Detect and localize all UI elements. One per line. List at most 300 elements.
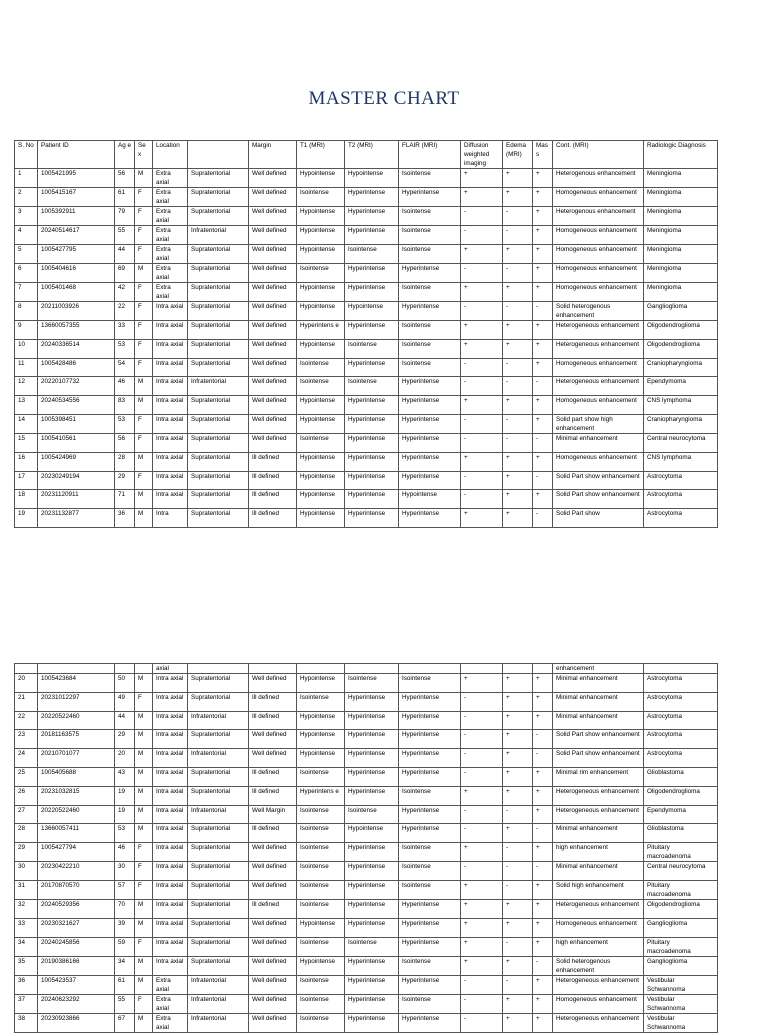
cell-location-axial: Extra axial [153,1013,188,1032]
cell-edema: + [503,188,533,207]
cell-sex: F [135,358,153,377]
cell-location-axial: Intra [153,509,188,528]
cell-sex: F [135,188,153,207]
cell-margin: Ill defined [249,692,297,711]
cell-flair: Isointense [399,880,461,899]
cell-age: 53 [115,339,135,358]
table-row [15,918,718,937]
cell-sno: 34 [15,937,38,956]
cell-t2: Hyperintense [345,786,399,805]
cell-margin: Well Margin [249,805,297,824]
cell-sex: M [135,899,153,918]
cell-flair: Isointense [399,245,461,264]
table-row [15,414,718,433]
header-patient-id: Patient ID [38,141,115,169]
cell-contrast: Solid heterogenous enhancement [553,302,644,321]
cell-contrast: enhancement [553,664,644,674]
cell-t2: Hyperintense [345,862,399,881]
cell-sex: F [135,692,153,711]
cell-margin: Well defined [249,283,297,302]
cell-edema: - [503,975,533,994]
cell-edema: + [503,283,533,302]
cell-margin: Well defined [249,207,297,226]
cell-location-axial: Intra axial [153,918,188,937]
cell-mass: - [533,433,553,452]
table-row [15,1013,718,1032]
cell-edema: + [503,509,533,528]
cell-margin: Well defined [249,918,297,937]
cell-edema: + [503,471,533,490]
cell-mass: + [533,339,553,358]
cell-diagnosis: Astrocytoma [644,509,718,528]
cell-diagnosis: Astrocytoma [644,692,718,711]
cell-edema: + [503,452,533,471]
cell-t2: Hyperintense [345,509,399,528]
table-row [15,862,718,881]
cell-sex: M [135,490,153,509]
cell-mass: + [533,899,553,918]
cell-location-axial: Intra axial [153,414,188,433]
cell-patient-id: 1005423537 [38,975,115,994]
cell-contrast: Homogeneous enhancement [553,358,644,377]
cell-sno: 9 [15,321,38,340]
cell-contrast: Homogeneous enhancement [553,918,644,937]
cell-edema: - [503,358,533,377]
cell-location-axial: Intra axial [153,358,188,377]
cell-diagnosis [644,664,718,674]
cell-age: 22 [115,302,135,321]
cell-edema: - [503,843,533,862]
cell-flair: Isointense [399,283,461,302]
cell-contrast: Minimal enhancement [553,433,644,452]
cell-age: 42 [115,283,135,302]
cell-t1: Hypointense [297,302,345,321]
cell-location-axial: Intra axial [153,862,188,881]
cell-contrast: Solid Part show enhancement [553,749,644,768]
cell-mass: + [533,321,553,340]
header-t2: T2 (MRI) [345,141,399,169]
cell-t1: Hypointense [297,396,345,415]
cell-location-axial: Intra axial [153,843,188,862]
cell-diagnosis: Ganglioglioma [644,302,718,321]
cell-mass: + [533,207,553,226]
cell-patient-id: 1005428486 [38,358,115,377]
header-flair: FLAIR (MRI) [399,141,461,169]
cell-mass: + [533,674,553,693]
cell-t2: Hyperintense [345,358,399,377]
cell-margin: Well defined [249,226,297,245]
cell-location-axial: Intra axial [153,767,188,786]
cell-sex: M [135,264,153,283]
cell-diagnosis: Oligodendroglioma [644,899,718,918]
cell-contrast: Solid Part show enhancement [553,730,644,749]
cell-t2: Hyperintense [345,749,399,768]
cell-patient-id: 20230923866 [38,1013,115,1032]
master-chart-table-page-1 [14,140,718,528]
cell-patient-id: 1005401468 [38,283,115,302]
cell-edema: + [503,730,533,749]
cell-contrast: Heterogenous enhancement [553,207,644,226]
table-row [15,994,718,1013]
cell-margin: Ill defined [249,899,297,918]
cell-dwi: - [461,767,503,786]
table-row [15,358,718,377]
cell-dwi: + [461,245,503,264]
cell-contrast: Solid part show high enhancement [553,414,644,433]
cell-t2: Hyperintense [345,1013,399,1032]
cell-edema: - [503,862,533,881]
cell-patient-id: 20220107732 [38,377,115,396]
cell-contrast: Solid heterogenous enhancement [553,956,644,975]
cell-diagnosis: Meningioma [644,188,718,207]
cell-mass: + [533,805,553,824]
cell-diagnosis: Meningioma [644,283,718,302]
cell-diagnosis: Meningioma [644,264,718,283]
table-row [15,767,718,786]
cell-flair: Hyperintense [399,1013,461,1032]
table-row [15,674,718,693]
cell-mass: + [533,843,553,862]
cell-age: 49 [115,692,135,711]
cell-sex: M [135,767,153,786]
cell-sno: 38 [15,1013,38,1032]
cell-contrast: Heterogenous enhancement [553,169,644,188]
cell-edema: - [503,302,533,321]
cell-mass: - [533,956,553,975]
cell-patient-id: 20190386166 [38,956,115,975]
cell-margin: Well defined [249,358,297,377]
cell-patient-id: 20240529356 [38,899,115,918]
cell-t1: Isointense [297,358,345,377]
cell-age: 29 [115,730,135,749]
table-row [15,730,718,749]
cell-diagnosis: Astrocytoma [644,674,718,693]
cell-patient-id: 20240245856 [38,937,115,956]
cell-location-tentorial: Supratentorial [188,918,249,937]
cell-patient-id: 20231120911 [38,490,115,509]
cell-sex: F [135,880,153,899]
cell-margin: Well defined [249,730,297,749]
cell-t1: Isointense [297,899,345,918]
cell-margin: Well defined [249,843,297,862]
cell-age: 79 [115,207,135,226]
cell-t2: Hyperintense [345,730,399,749]
cell-t1: Hypointense [297,226,345,245]
cell-mass: - [533,471,553,490]
header-sno: S. No [15,141,38,169]
cell-location-tentorial: Supratentorial [188,843,249,862]
cell-location-axial: Intra axial [153,321,188,340]
cell-sno: 26 [15,786,38,805]
cell-mass: + [533,711,553,730]
cell-sex: F [135,302,153,321]
cell-sno: 14 [15,414,38,433]
cell-flair: Hyperintense [399,188,461,207]
cell-flair: Isointense [399,226,461,245]
cell-flair: Hyperintense [399,302,461,321]
cell-sno: 8 [15,302,38,321]
cell-diagnosis: Glioblastoma [644,767,718,786]
cell-location-tentorial: Infratentorial [188,994,249,1013]
cell-sno: 7 [15,283,38,302]
cell-location-tentorial: Infratentorial [188,1013,249,1032]
cell-sex: M [135,824,153,843]
cell-diagnosis: Ganglioglioma [644,956,718,975]
cell-location-tentorial: Infratentorial [188,749,249,768]
cell-contrast: Homogeneous enhancement [553,452,644,471]
cell-sex: M [135,975,153,994]
cell-dwi: + [461,509,503,528]
cell-age: 59 [115,937,135,956]
cell-margin: Well defined [249,975,297,994]
cell-margin: Ill defined [249,767,297,786]
cell-mass: - [533,749,553,768]
table-row [15,471,718,490]
cell-edema: + [503,321,533,340]
cell-diagnosis: Ganglioglioma [644,918,718,937]
cell-margin: Well defined [249,862,297,881]
table-row [15,509,718,528]
cell-patient-id: 1005421995 [38,169,115,188]
table-row [15,226,718,245]
cell-t1: Isointense [297,188,345,207]
cell-margin: Ill defined [249,824,297,843]
cell-age: 55 [115,994,135,1013]
cell-mass: - [533,509,553,528]
cell-edema: + [503,711,533,730]
cell-margin: Well defined [249,937,297,956]
header-location-tentorial [188,141,249,169]
cell-sex: F [135,207,153,226]
cell-flair: Isointense [399,786,461,805]
cell-contrast: Minimal enhancement [553,862,644,881]
cell-edema: + [503,918,533,937]
cell-edema: + [503,749,533,768]
cell-diagnosis: Pituitary macroadenoma [644,843,718,862]
cell-dwi: - [461,377,503,396]
cell-location-tentorial: Supratentorial [188,730,249,749]
cell-contrast: Homogeneous enhancement [553,245,644,264]
cell-age: 50 [115,674,135,693]
cell-flair: Hyperintense [399,730,461,749]
table-row [15,433,718,452]
cell-location-axial: Intra axial [153,339,188,358]
cell-t2: Hyperintense [345,767,399,786]
cell-t1: Hypointense [297,452,345,471]
cell-location-axial: Intra axial [153,674,188,693]
cell-dwi: - [461,862,503,881]
cell-location-tentorial: Supratentorial [188,862,249,881]
cell-sno: 27 [15,805,38,824]
cell-contrast: Solid Part show [553,509,644,528]
cell-flair: Hyperintense [399,749,461,768]
cell-flair: Hyperintense [399,433,461,452]
cell-t1: Isointense [297,824,345,843]
cell-mass: + [533,880,553,899]
cell-dwi: + [461,843,503,862]
cell-sno: 29 [15,843,38,862]
cell-mass: + [533,414,553,433]
cell-edema: - [503,880,533,899]
cell-diagnosis: Vestibular Schwannoma [644,994,718,1013]
cell-flair: Hyperintense [399,937,461,956]
cell-edema: - [503,414,533,433]
table-row [15,664,718,674]
cell-contrast: Homogeneous enhancement [553,226,644,245]
cell-t1: Isointense [297,433,345,452]
cell-location-tentorial: Infratentorial [188,975,249,994]
cell-flair: Hyperintense [399,414,461,433]
cell-age: 19 [115,805,135,824]
cell-margin: Well defined [249,302,297,321]
cell-patient-id: 20211003926 [38,302,115,321]
cell-dwi: - [461,824,503,843]
cell-t2: Hyperintense [345,396,399,415]
cell-margin: Well defined [249,264,297,283]
cell-location-tentorial: Supratentorial [188,471,249,490]
cell-contrast: Homogeneous enhancement [553,396,644,415]
cell-location-tentorial: Supratentorial [188,321,249,340]
cell-t1: Isointense [297,264,345,283]
cell-flair: Isointense [399,843,461,862]
cell-t1: Hypointense [297,509,345,528]
cell-dwi: + [461,339,503,358]
cell-t2: Hyperintense [345,975,399,994]
header-margin: Margin [249,141,297,169]
cell-diagnosis: Ependymoma [644,805,718,824]
cell-sex: M [135,509,153,528]
cell-patient-id: 20240623292 [38,994,115,1013]
cell-contrast: Minimal enhancement [553,824,644,843]
cell-mass: + [533,188,553,207]
table-row [15,207,718,226]
cell-t2: Hyperintense [345,321,399,340]
cell-edema: + [503,767,533,786]
cell-patient-id: 20231012297 [38,692,115,711]
cell-age: 54 [115,358,135,377]
cell-contrast: Minimal enhancement [553,674,644,693]
cell-age: 56 [115,169,135,188]
cell-edema: - [503,433,533,452]
header-edema: Edema (MRI) [503,141,533,169]
cell-margin: Well defined [249,1013,297,1032]
cell-contrast: Homogeneous enhancement [553,283,644,302]
cell-t2: Hyperintense [345,283,399,302]
cell-age: 83 [115,396,135,415]
table-row [15,396,718,415]
cell-patient-id: 13660057411 [38,824,115,843]
cell-dwi: - [461,471,503,490]
cell-age: 33 [115,321,135,340]
cell-dwi: + [461,786,503,805]
cell-edema [503,664,533,674]
cell-edema: + [503,899,533,918]
cell-flair: Hyperintense [399,377,461,396]
cell-sno: 15 [15,433,38,452]
cell-sno: 37 [15,994,38,1013]
cell-location-axial: Intra axial [153,302,188,321]
header-mass: Mas s [533,141,553,169]
cell-t1: Hyperintens e [297,321,345,340]
cell-edema: + [503,994,533,1013]
cell-sno: 17 [15,471,38,490]
cell-diagnosis: Astrocytoma [644,490,718,509]
cell-sno: 18 [15,490,38,509]
cell-t2: Isointense [345,937,399,956]
cell-age: 20 [115,749,135,768]
cell-t2: Hyperintense [345,264,399,283]
cell-margin: Well defined [249,169,297,188]
cell-contrast: Minimal rim enhancement [553,767,644,786]
cell-t2: Hyperintense [345,452,399,471]
table-row [15,188,718,207]
cell-mass: + [533,358,553,377]
cell-diagnosis: Astrocytoma [644,730,718,749]
cell-location-axial: Intra axial [153,805,188,824]
cell-sex: F [135,862,153,881]
cell-t2: Hyperintense [345,414,399,433]
cell-contrast: Solid Part show enhancement [553,490,644,509]
cell-location-axial: Intra axial [153,471,188,490]
cell-location-tentorial: Supratentorial [188,433,249,452]
cell-sex: F [135,414,153,433]
cell-t1: Isointense [297,843,345,862]
cell-sex: F [135,283,153,302]
cell-location-tentorial: Supratentorial [188,169,249,188]
cell-dwi: - [461,358,503,377]
cell-sex: F [135,471,153,490]
cell-location-axial: Intra axial [153,786,188,805]
cell-margin: Well defined [249,188,297,207]
cell-mass: - [533,824,553,843]
cell-mass: + [533,937,553,956]
cell-dwi: + [461,937,503,956]
cell-flair: Hyperintense [399,899,461,918]
cell-patient-id: 1005404616 [38,264,115,283]
cell-dwi: + [461,918,503,937]
cell-t1: Isointense [297,805,345,824]
cell-t2: Hyperintense [345,880,399,899]
cell-dwi: + [461,321,503,340]
cell-flair: Isointense [399,674,461,693]
cell-age: 61 [115,975,135,994]
cell-patient-id: 1005392911 [38,207,115,226]
table-row [15,321,718,340]
cell-sno: 21 [15,692,38,711]
cell-patient-id: 20210701077 [38,749,115,768]
cell-edema: + [503,674,533,693]
cell-location-tentorial: Supratentorial [188,188,249,207]
cell-contrast: Heterogeneous enhancement [553,975,644,994]
cell-sex: M [135,711,153,730]
cell-location-tentorial: Supratentorial [188,674,249,693]
cell-age: 29 [115,471,135,490]
cell-mass: + [533,975,553,994]
cell-patient-id: 1005427794 [38,843,115,862]
cell-location-tentorial: Supratentorial [188,767,249,786]
cell-t2: Isointense [345,674,399,693]
cell-flair [399,664,461,674]
cell-mass: + [533,692,553,711]
cell-flair: Hyperintense [399,918,461,937]
cell-t1: Hypointense [297,471,345,490]
cell-sno: 31 [15,880,38,899]
table-row [15,264,718,283]
cell-t1: Hypointense [297,245,345,264]
cell-location-axial: Intra axial [153,452,188,471]
cell-sex: F [135,433,153,452]
cell-sex: M [135,396,153,415]
